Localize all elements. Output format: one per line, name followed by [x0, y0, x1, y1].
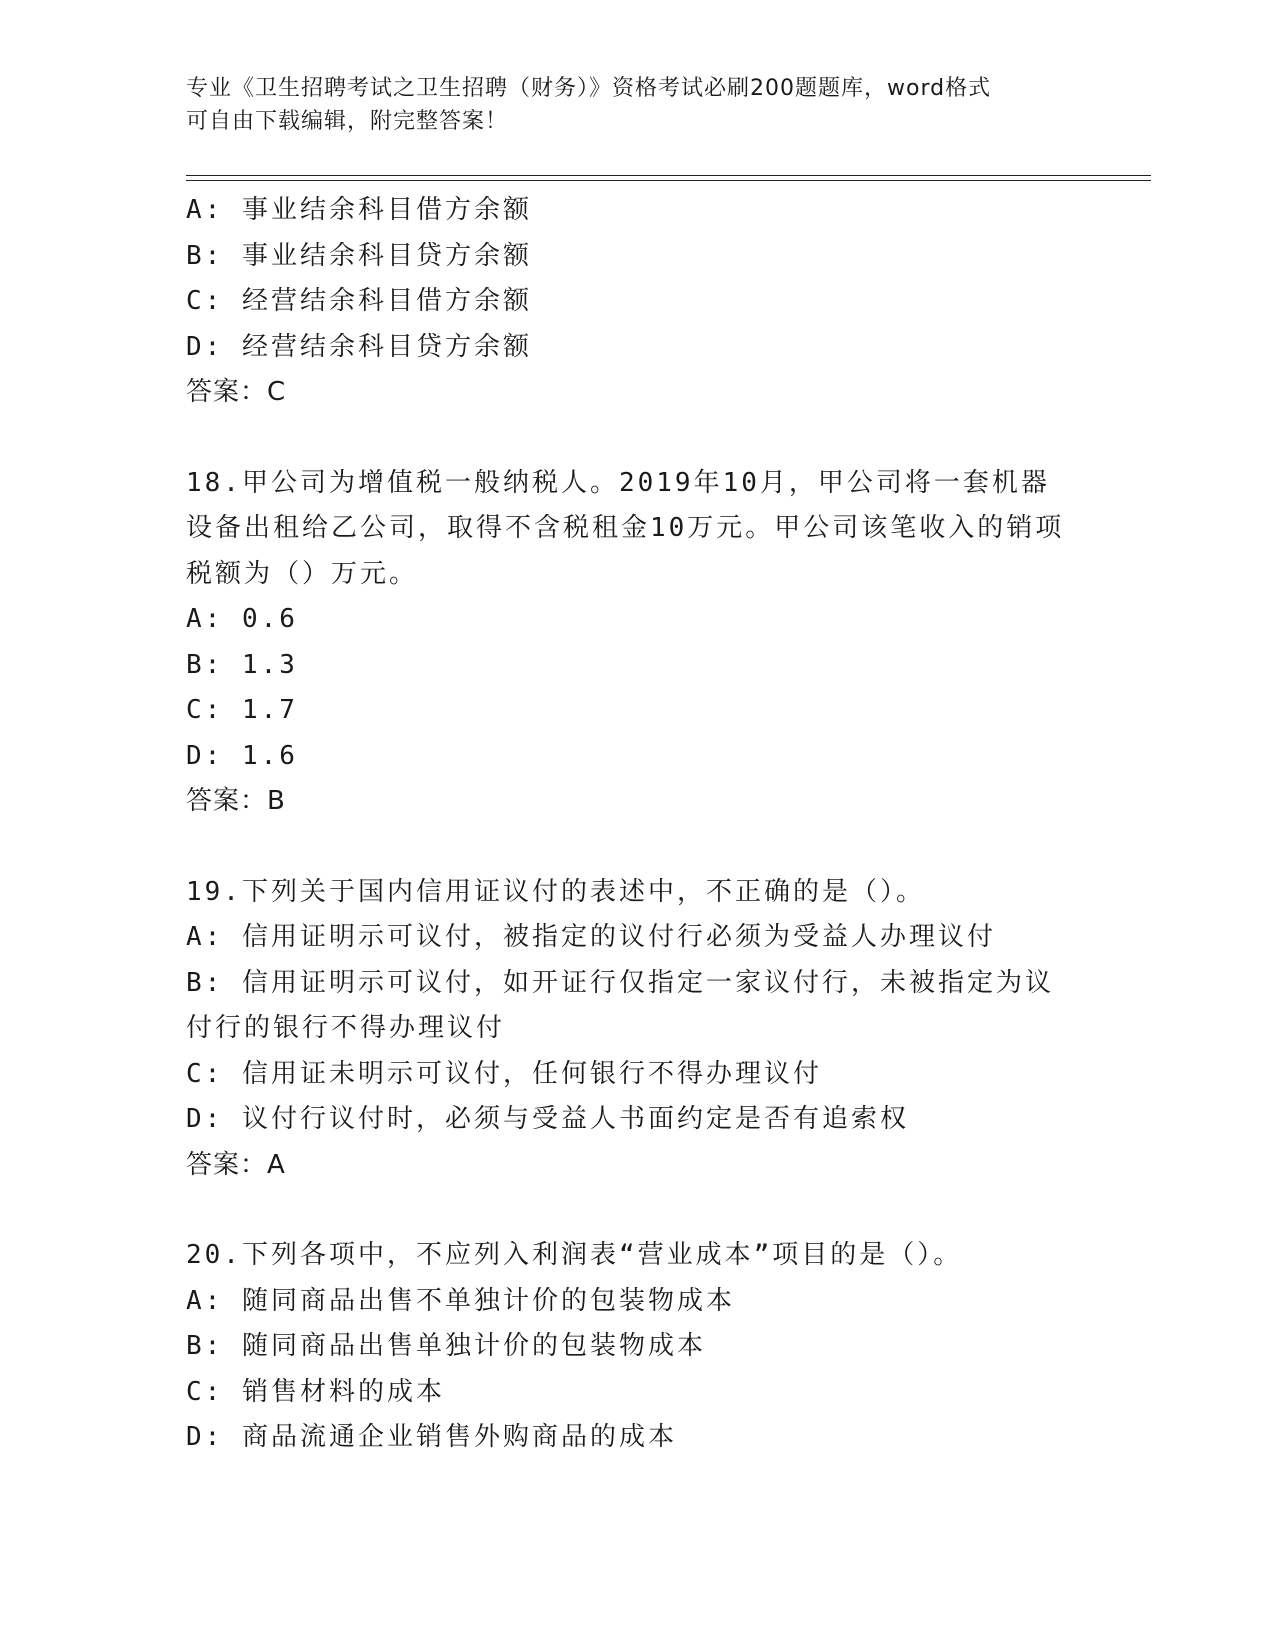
- header-line-2: 可自由下载编辑，附完整答案！: [186, 109, 509, 134]
- question-stem: 18.甲公司为增值税一般纳税人。2019年10月，甲公司将一套机器设备出租给乙公司，取得不含税租金10万元。甲公司该笔收入的销项税额为（）万元。: [186, 467, 1065, 589]
- answer: 答案：A: [186, 1149, 286, 1180]
- header-divider: [186, 175, 1151, 181]
- option-d: D: 1.6: [186, 740, 298, 771]
- option-d: D: 商品流通企业销售外购商品的成本: [186, 1422, 677, 1452]
- option-a: A: 随同商品出售不单独计价的包装物成本: [186, 1285, 735, 1316]
- question-stem: 19.下列关于国内信用证议付的表述中，不正确的是（）。: [186, 876, 925, 907]
- header-line-1: 专业《卫生招聘考试之卫生招聘（财务）》资格考试必刷200题题库，word格式: [186, 76, 992, 101]
- question-list: [186, 188, 1086, 1461]
- answer: 答案：B: [186, 786, 286, 816]
- option-c: C: 1.7: [186, 695, 298, 725]
- question-19: [186, 870, 1086, 1189]
- option-c: C: 信用证未明示可议付，任何银行不得办理议付: [186, 1058, 822, 1089]
- option-b: B: 信用证明示可议付，如开证行仅指定一家议付行，未被指定为议付行的银行不得办理议付: [186, 967, 1054, 1043]
- option-a: A: 0.6: [186, 604, 298, 634]
- question-stem: 20.下列各项中，不应列入利润表“营业成本”项目的是（）。: [186, 1240, 963, 1270]
- question-18: [186, 461, 1086, 825]
- option-a: A: 信用证明示可议付，被指定的议付行必须为受益人办理议付: [186, 922, 996, 952]
- option-b: B: 1.3: [186, 649, 298, 680]
- option-c: C: 经营结余科目借方余额: [186, 286, 532, 316]
- option-b: B: 随同商品出售单独计价的包装物成本: [186, 1331, 706, 1361]
- option-b: B: 事业结余科目贷方余额: [186, 240, 532, 271]
- option-a: A: 事业结余科目借方余额: [186, 195, 532, 225]
- question-17: [186, 188, 1086, 416]
- option-c: C: 销售材料的成本: [186, 1376, 445, 1407]
- option-d: D: 议付行议付时，必须与受益人书面约定是否有追索权: [186, 1104, 909, 1134]
- answer: 答案：C: [186, 377, 287, 407]
- question-20: [186, 1233, 1086, 1461]
- document-header: [186, 72, 1086, 138]
- option-d: D: 经营结余科目贷方余额: [186, 331, 532, 362]
